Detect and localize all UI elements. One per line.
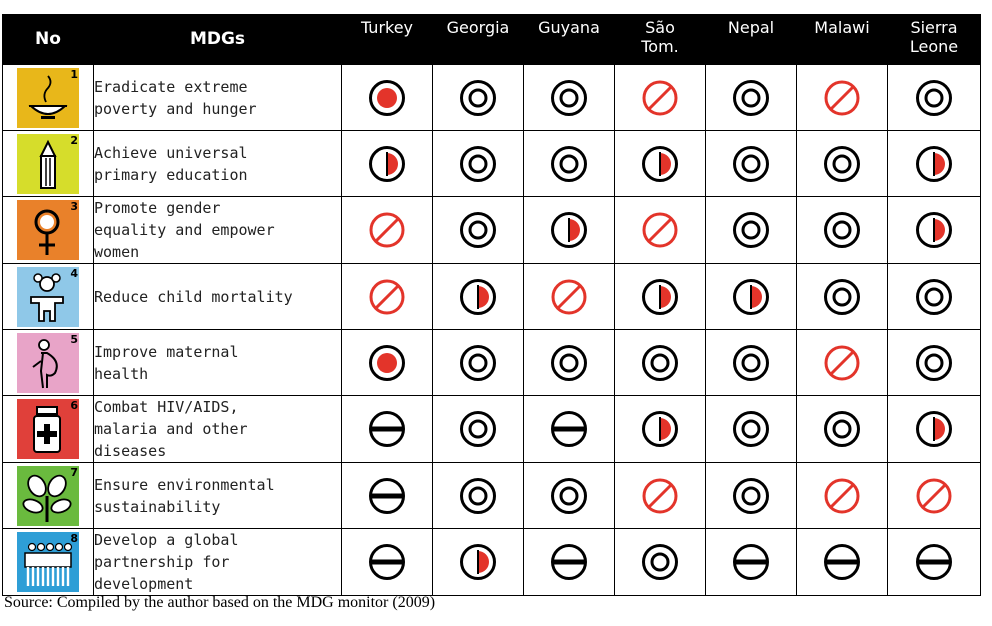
status-cell bbox=[524, 396, 615, 463]
achieved-dot-icon bbox=[368, 344, 406, 382]
no-progress-icon bbox=[915, 477, 953, 515]
on-track-ring-icon bbox=[732, 79, 770, 117]
insufficient-data-icon bbox=[550, 410, 588, 448]
status-cell bbox=[706, 131, 797, 197]
on-track-ring-icon bbox=[641, 543, 679, 581]
goal-icon-cell bbox=[3, 463, 94, 529]
no-progress-icon bbox=[823, 344, 861, 382]
status-cell bbox=[888, 463, 981, 529]
on-track-ring-icon bbox=[459, 344, 497, 382]
status-cell bbox=[433, 529, 524, 596]
status-cell bbox=[797, 529, 888, 596]
goal-text-cell bbox=[94, 197, 342, 264]
half-progress-icon bbox=[915, 410, 953, 448]
insufficient-data-icon bbox=[368, 543, 406, 581]
table-row bbox=[3, 463, 981, 529]
status-cell bbox=[797, 396, 888, 463]
half-progress-icon bbox=[459, 543, 497, 581]
on-track-ring-icon bbox=[459, 79, 497, 117]
goal-text-line: Combat HIV/AIDS, bbox=[94, 398, 239, 416]
goal-text-line: health bbox=[94, 364, 149, 383]
on-track-ring-icon bbox=[550, 79, 588, 117]
status-cell bbox=[342, 131, 433, 197]
header-country-line: Leone bbox=[909, 37, 959, 56]
on-track-ring-icon bbox=[915, 79, 953, 117]
goal-text-cell bbox=[94, 330, 342, 396]
status-cell bbox=[524, 131, 615, 197]
on-track-ring-icon bbox=[823, 145, 861, 183]
half-progress-icon bbox=[641, 145, 679, 183]
status-cell bbox=[888, 264, 981, 330]
status-cell bbox=[888, 65, 981, 131]
insufficient-data-icon bbox=[368, 477, 406, 515]
on-track-ring-icon bbox=[550, 477, 588, 515]
status-cell bbox=[888, 197, 981, 264]
header-mdgs: MDGs bbox=[94, 14, 342, 65]
on-track-ring-icon bbox=[732, 145, 770, 183]
insufficient-data-icon bbox=[732, 543, 770, 581]
goal-number: 8 bbox=[70, 532, 78, 545]
goal-text-line: development bbox=[94, 575, 194, 593]
goal-text-cell bbox=[94, 396, 342, 463]
header-country-line: Turkey bbox=[360, 18, 414, 37]
table-row bbox=[3, 330, 981, 396]
status-cell bbox=[706, 197, 797, 264]
goal-text-line: women bbox=[94, 243, 140, 261]
status-cell bbox=[615, 131, 706, 197]
pregnant-woman-icon bbox=[17, 333, 79, 393]
status-cell bbox=[524, 330, 615, 396]
goal-text-line: Improve maternal bbox=[94, 342, 239, 361]
status-cell bbox=[888, 330, 981, 396]
goal-text-line: poverty and hunger bbox=[94, 99, 257, 118]
table-row bbox=[3, 131, 981, 197]
status-cell bbox=[524, 529, 615, 596]
status-cell bbox=[797, 197, 888, 264]
header-country-line: São bbox=[645, 18, 675, 37]
insufficient-data-icon bbox=[915, 543, 953, 581]
goal-text-cell bbox=[94, 463, 342, 529]
status-cell bbox=[615, 330, 706, 396]
no-progress-icon bbox=[641, 477, 679, 515]
status-cell bbox=[342, 463, 433, 529]
goal-text-line: malaria and other bbox=[94, 420, 248, 438]
header-row bbox=[3, 14, 981, 65]
goal-text-line: partnership for bbox=[94, 553, 230, 571]
goal-text-line: diseases bbox=[94, 442, 167, 460]
header-country-line: Nepal bbox=[727, 18, 775, 37]
people-group-icon bbox=[17, 532, 79, 592]
goal-text-cell bbox=[94, 264, 342, 330]
plant-icon bbox=[17, 466, 79, 526]
pencil-icon bbox=[17, 134, 79, 194]
bowl-icon bbox=[17, 68, 79, 128]
status-cell bbox=[524, 197, 615, 264]
on-track-ring-icon bbox=[641, 344, 679, 382]
goal-text-line: Develop a global bbox=[94, 531, 239, 549]
header-country bbox=[524, 14, 615, 65]
on-track-ring-icon bbox=[459, 211, 497, 249]
goal-icon-cell bbox=[3, 264, 94, 330]
goal-text-line: Eradicate extreme bbox=[94, 77, 248, 96]
no-progress-icon bbox=[550, 278, 588, 316]
goal-text-line: Promote gender bbox=[94, 199, 221, 217]
no-progress-icon bbox=[823, 477, 861, 515]
header-country-line: Malawi bbox=[814, 18, 870, 37]
goal-number: 4 bbox=[70, 266, 78, 280]
table-row bbox=[3, 396, 981, 463]
goal-text-line: Reduce child mortality bbox=[94, 287, 293, 306]
half-progress-icon bbox=[368, 145, 406, 183]
achieved-dot-icon bbox=[368, 79, 406, 117]
goal-number: 2 bbox=[70, 133, 78, 147]
half-progress-icon bbox=[550, 211, 588, 249]
status-cell bbox=[797, 131, 888, 197]
header-country-line: Sierra bbox=[910, 18, 958, 37]
on-track-ring-icon bbox=[459, 145, 497, 183]
no-progress-icon bbox=[823, 79, 861, 117]
status-cell bbox=[524, 65, 615, 131]
on-track-ring-icon bbox=[459, 410, 497, 448]
mdg-progress-table bbox=[2, 14, 981, 596]
status-cell bbox=[797, 463, 888, 529]
status-cell bbox=[706, 330, 797, 396]
status-cell bbox=[433, 463, 524, 529]
status-cell bbox=[342, 396, 433, 463]
header-country bbox=[797, 14, 888, 65]
on-track-ring-icon bbox=[732, 477, 770, 515]
on-track-ring-icon bbox=[732, 344, 770, 382]
status-cell bbox=[615, 463, 706, 529]
goal-icon-cell bbox=[3, 396, 94, 463]
goal-icon-cell bbox=[3, 330, 94, 396]
status-cell bbox=[706, 463, 797, 529]
on-track-ring-icon bbox=[459, 477, 497, 515]
goal-number: 3 bbox=[70, 200, 78, 213]
on-track-ring-icon bbox=[915, 278, 953, 316]
status-cell bbox=[706, 65, 797, 131]
goal-icon-cell bbox=[3, 197, 94, 264]
status-cell bbox=[615, 529, 706, 596]
status-cell bbox=[433, 197, 524, 264]
status-cell bbox=[615, 264, 706, 330]
status-cell bbox=[433, 65, 524, 131]
goal-text-line: sustainability bbox=[94, 497, 221, 516]
goal-icon-cell bbox=[3, 131, 94, 197]
status-cell bbox=[433, 131, 524, 197]
insufficient-data-icon bbox=[550, 543, 588, 581]
status-cell bbox=[615, 396, 706, 463]
header-country-line: Tom. bbox=[641, 37, 679, 56]
header-no: No bbox=[3, 14, 94, 65]
status-cell bbox=[342, 264, 433, 330]
on-track-ring-icon bbox=[732, 211, 770, 249]
status-cell bbox=[433, 264, 524, 330]
status-cell bbox=[615, 65, 706, 131]
on-track-ring-icon bbox=[550, 145, 588, 183]
half-progress-icon bbox=[732, 278, 770, 316]
half-progress-icon bbox=[459, 278, 497, 316]
status-cell bbox=[342, 529, 433, 596]
child-icon bbox=[17, 267, 79, 327]
status-cell bbox=[342, 330, 433, 396]
status-cell bbox=[797, 330, 888, 396]
on-track-ring-icon bbox=[915, 344, 953, 382]
header-country-line: Georgia bbox=[446, 18, 510, 37]
half-progress-icon bbox=[915, 145, 953, 183]
goal-icon-cell bbox=[3, 529, 94, 596]
goal-text-line: primary education bbox=[94, 165, 248, 184]
goal-text-line: equality and empower bbox=[94, 221, 275, 239]
goal-text-cell bbox=[94, 131, 342, 197]
medicine-bottle-icon bbox=[17, 399, 79, 459]
header-country bbox=[888, 14, 981, 65]
no-progress-icon bbox=[368, 278, 406, 316]
status-cell bbox=[797, 65, 888, 131]
status-cell bbox=[888, 131, 981, 197]
table-body bbox=[3, 65, 981, 596]
on-track-ring-icon bbox=[823, 278, 861, 316]
header-country-line: Guyana bbox=[538, 18, 600, 37]
half-progress-icon bbox=[641, 278, 679, 316]
no-progress-icon bbox=[641, 79, 679, 117]
on-track-ring-icon bbox=[550, 344, 588, 382]
no-progress-icon bbox=[368, 211, 406, 249]
status-cell bbox=[888, 529, 981, 596]
status-cell bbox=[433, 396, 524, 463]
on-track-ring-icon bbox=[732, 410, 770, 448]
insufficient-data-icon bbox=[823, 543, 861, 581]
insufficient-data-icon bbox=[368, 410, 406, 448]
status-cell bbox=[706, 529, 797, 596]
table-row bbox=[3, 264, 981, 330]
source-note: Source: Compiled by the author based on the MDG monitor (2009) bbox=[4, 594, 436, 611]
status-cell bbox=[342, 65, 433, 131]
goal-number: 7 bbox=[70, 465, 78, 479]
header-country bbox=[706, 14, 797, 65]
female-symbol-icon bbox=[17, 200, 79, 260]
goal-text-line: Achieve universal bbox=[94, 143, 248, 162]
table-row bbox=[3, 65, 981, 131]
status-cell bbox=[706, 396, 797, 463]
status-cell bbox=[888, 396, 981, 463]
goal-icon-cell bbox=[3, 65, 94, 131]
status-cell bbox=[797, 264, 888, 330]
status-cell bbox=[524, 463, 615, 529]
header-country bbox=[433, 14, 524, 65]
goal-number: 5 bbox=[70, 332, 78, 346]
goal-text-cell bbox=[94, 529, 342, 596]
half-progress-icon bbox=[915, 211, 953, 249]
no-progress-icon bbox=[641, 211, 679, 249]
on-track-ring-icon bbox=[823, 211, 861, 249]
goal-number: 6 bbox=[70, 399, 78, 412]
status-cell bbox=[342, 197, 433, 264]
goal-text-cell bbox=[94, 65, 342, 131]
header-country bbox=[615, 14, 706, 65]
status-cell bbox=[615, 197, 706, 264]
header-country bbox=[342, 14, 433, 65]
status-cell bbox=[433, 330, 524, 396]
status-cell bbox=[524, 264, 615, 330]
goal-number: 1 bbox=[70, 67, 78, 81]
on-track-ring-icon bbox=[823, 410, 861, 448]
status-cell bbox=[706, 264, 797, 330]
half-progress-icon bbox=[641, 410, 679, 448]
goal-text-line: Ensure environmental bbox=[94, 475, 275, 494]
table-row bbox=[3, 197, 981, 264]
table-row bbox=[3, 529, 981, 596]
